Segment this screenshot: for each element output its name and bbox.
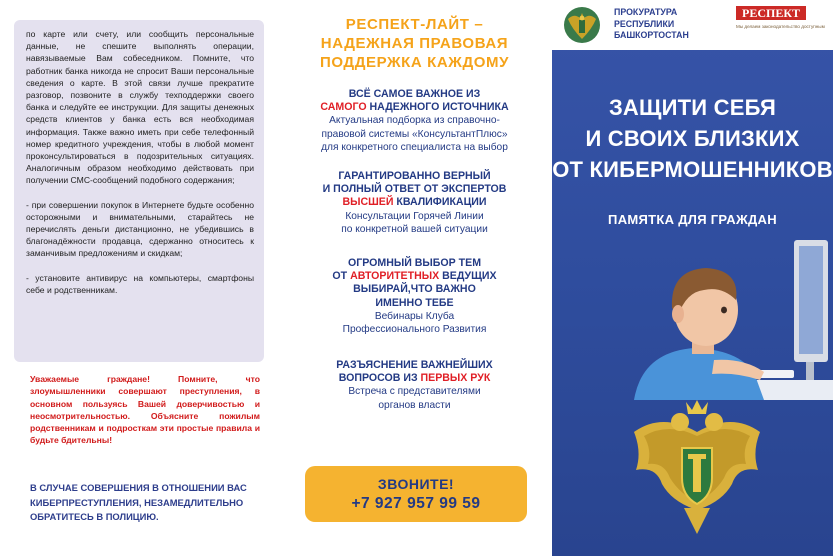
cover-header: [552, 0, 833, 50]
highlight-word: ПЕРВЫХ РУК: [420, 372, 491, 385]
tip-paragraph: по карте или счету, или сообщить персональные данные, не спешите выполнять операции, навязываемые Вам собеседником. Помните, что работник банка никогда не спросит Ваши персональные сведения о карте. В этой связи лучше прекратите разговор, позвоните в службу техподдержки своего банка и следуйте ее инструкции. Для защиты денежных средств клиентов у банка есть вся необходимая информация. Также важно иметь при себе телефонный номер кредитного учреждения, чтобы в любой момент проконсультироваться в подозрительных ситуациях. Аналогичным образом необходимо действовать при получении СМС-сообщений подобного содержания;: [26, 29, 254, 186]
feature-text: Консультации Горячей Линии по конкретной вашей ситуации: [341, 210, 488, 235]
report-to-police: В СЛУЧАЕ СОВЕРШЕНИЯ В ОТНОШЕНИИ ВАС КИБЕРПРЕСТУПЛЕНИЯ, НЕЗАМЕДЛИТЕЛЬНО ОБРАТИТЕСЬ В ПОЛИЦИЮ.: [30, 482, 247, 522]
tip-paragraph: - установите антивирус на компьютеры, смартфоны себе и родственникам.: [26, 272, 254, 295]
feature-heading: ВСЁ САМОЕ ВАЖНОЕ ИЗ САМОГО НАДЕЖНОГО ИСТОЧНИКА: [320, 88, 509, 114]
feature-heading: ГАРАНТИРОВАННО ВЕРНЫЙ И ПОЛНЫЙ ОТВЕТ ОТ ЭКСПЕРТОВ ВЫСШЕЙ КВАЛИФИКАЦИИ: [322, 170, 507, 209]
phone-number[interactable]: +7 927 957 99 59: [351, 495, 481, 512]
feature-block-webinars: [282, 257, 547, 336]
boy-at-computer-illustration: [594, 240, 833, 400]
respect-logo: РЕСПЕКТ: [736, 6, 806, 20]
feature-text: Актуальная подборка из справочно- правовой системы «КонсультантПлюс» для конкретного специалиста на выбор: [321, 115, 508, 153]
highlight-word: ВЫСШЕЙ: [342, 196, 394, 209]
call-label: ЗВОНИТЕ!: [377, 476, 455, 492]
feature-heading: РАЗЪЯСНЕНИЕ ВАЖНЕЙШИХ ВОПРОСОВ ИЗ ПЕРВЫХ РУК: [336, 359, 493, 385]
feature-text: Вебинары Клуба Профессионального Развития: [342, 310, 487, 336]
respect-lite-title: РЕСПЕКТ-ЛАЙТ – НАДЕЖНАЯ ПРАВОВАЯ ПОДДЕРЖКА КАЖДОМУ: [319, 16, 510, 71]
citizens-warning: Уважаемые граждане! Помните, что злоумышленники совершают преступления, в основном пользуясь Вашей доверчивостью и неосмотрительностью. Объясните пожилым родственникам и подросткам эти простые правила и будьте бдительны!: [30, 374, 260, 446]
cover-subtitle: ПАМЯТКА ДЛЯ ГРАЖДАН: [608, 212, 777, 227]
respect-slogan: Мы делаем законодательство доступным: [736, 24, 825, 29]
prosecutor-emblem-icon: [562, 5, 602, 45]
safety-tips-box: [14, 20, 264, 362]
feature-heading: ОГРОМНЫЙ ВЫБОР ТЕМ ОТ АВТОРИТЕТНЫХ ВЕДУЩИХ ВЫБИРАЙ,ЧТО ВАЖНО ИМЕННО ТЕБЕ: [332, 257, 497, 309]
feature-block-experts: [282, 170, 547, 236]
respect-brand: [736, 4, 826, 30]
highlight-word: САМОГО: [320, 101, 367, 114]
cover-panel: [552, 0, 833, 556]
call-phone-box[interactable]: [305, 466, 527, 522]
feature-block-officials: [282, 359, 547, 412]
middle-panel: [277, 0, 552, 556]
feature-text: Встреча с представителями органов власти: [348, 386, 481, 411]
highlight-word: АВТОРИТЕТНЫХ: [350, 270, 440, 283]
cover-headline: ЗАЩИТИ СЕБЯ И СВОИХ БЛИЗКИХ ОТ КИБЕРМОШЕННИКОВ: [552, 95, 833, 182]
tip-paragraph: - при совершении покупок в Интернете будьте особенно осторожными и внимательными, старайтесь не перечислять деньги дистанционно, не убедившись в благонадёжности продавца, сдержанно относитесь к заманчивым предложениям и скидкам;: [26, 199, 254, 259]
left-panel: [0, 0, 277, 556]
prosecutor-office-name: ПРОКУРАТУРА РЕСПУБЛИКИ БАШКОРТОСТАН: [614, 7, 689, 40]
feature-block-source: [282, 88, 547, 154]
double-headed-eagle-icon: [622, 392, 772, 542]
